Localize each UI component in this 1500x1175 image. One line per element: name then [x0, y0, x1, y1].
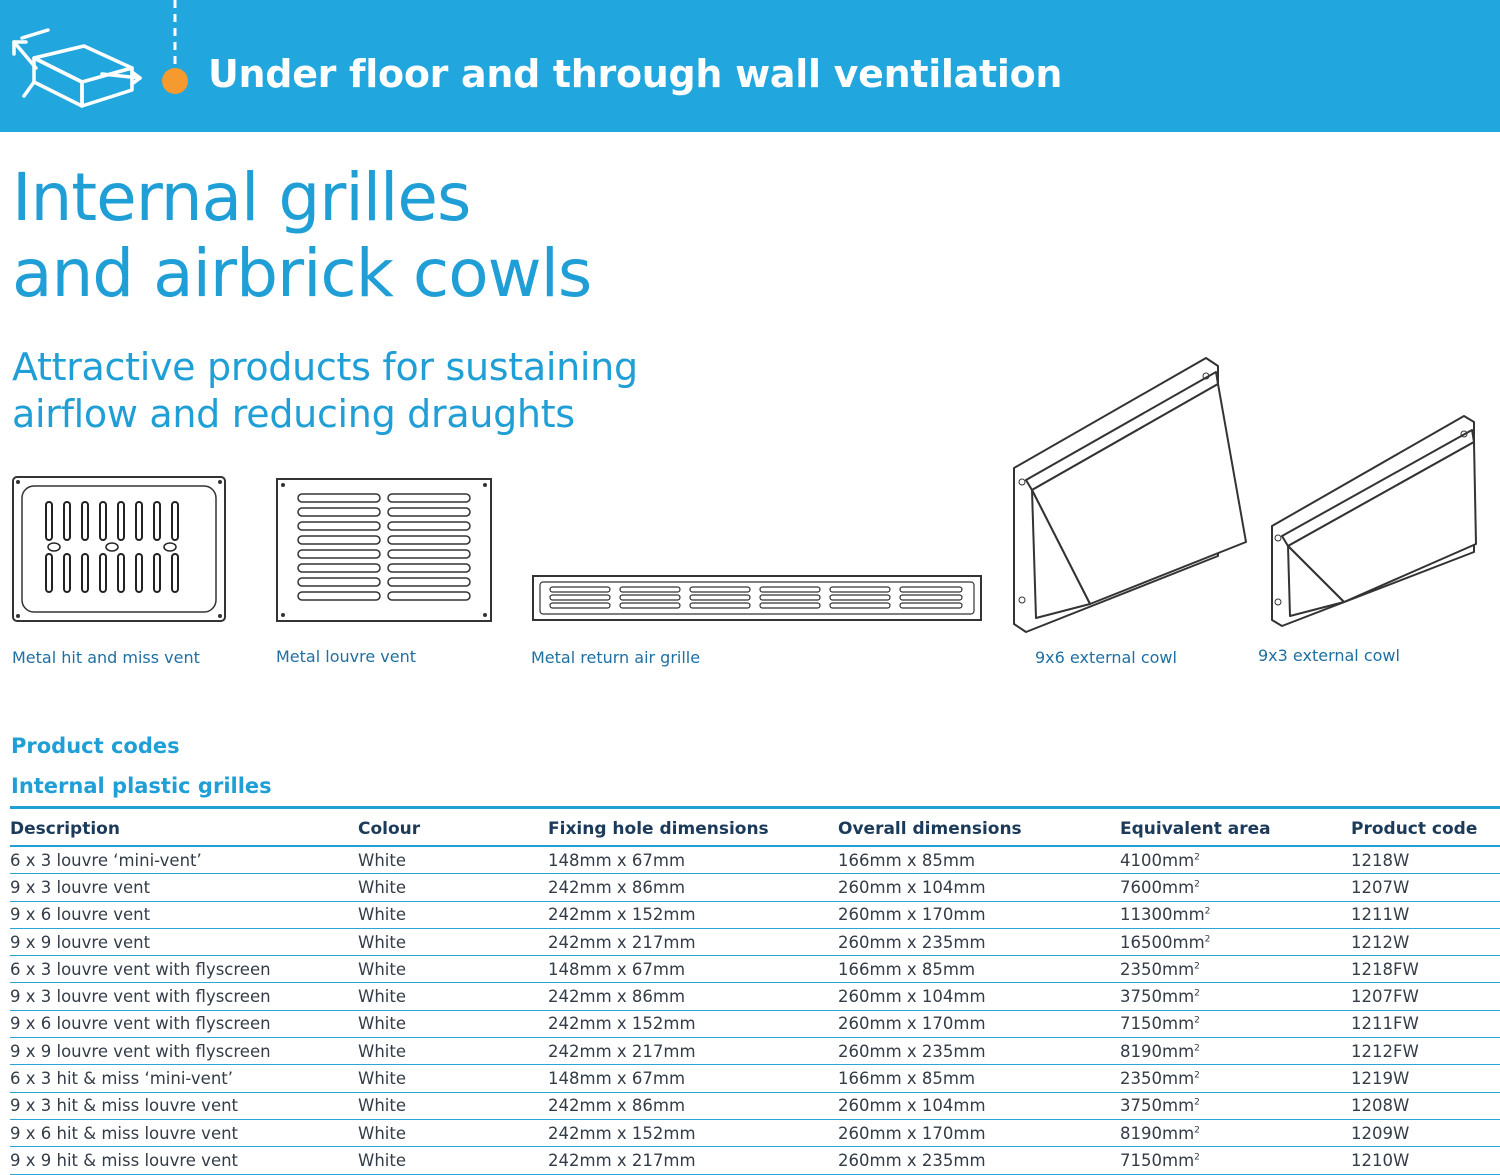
table-row — [10, 1119, 1500, 1146]
area-value: 11300 — [1120, 905, 1173, 925]
header-equivalent-area: Equivalent area — [1120, 808, 1351, 847]
cell-fixing: 148mm x 67mm — [548, 956, 838, 983]
airbrick-box-icon — [12, 28, 142, 110]
cell-area — [1120, 956, 1351, 983]
table-row — [10, 928, 1500, 955]
cell-description: 9 x 6 louvre vent — [10, 901, 358, 928]
table-row — [10, 983, 1500, 1010]
area-unit: mm — [1162, 877, 1195, 897]
cell-description: 9 x 3 hit & miss louvre vent — [10, 1092, 358, 1119]
cell-fixing: 242mm x 217mm — [548, 1147, 838, 1174]
table-row — [10, 901, 1500, 928]
cell-overall: 166mm x 85mm — [838, 846, 1120, 874]
area-superscript: 2 — [1204, 934, 1211, 945]
cell-fixing: 242mm x 86mm — [548, 983, 838, 1010]
table-row — [10, 1147, 1500, 1174]
area-value: 8190 — [1120, 1123, 1162, 1143]
table-row — [10, 846, 1500, 874]
area-unit: mm — [1162, 1069, 1195, 1089]
area-value: 16500 — [1120, 932, 1173, 952]
cell-description: 6 x 3 louvre ‘mini-vent’ — [10, 846, 358, 874]
caption-louvre-vent: Metal louvre vent — [276, 647, 416, 666]
cell-area — [1120, 1065, 1351, 1092]
table-header-row — [10, 808, 1500, 847]
area-value: 4100 — [1120, 850, 1162, 870]
cell-code: 1212W — [1351, 928, 1500, 955]
page-title — [12, 160, 591, 312]
cell-overall: 260mm x 170mm — [838, 901, 1120, 928]
table-row — [10, 1092, 1500, 1119]
cell-colour: White — [358, 1065, 548, 1092]
cell-area — [1120, 1038, 1351, 1065]
banner-title: Under floor and through wall ventilation — [208, 52, 1063, 96]
cell-fixing: 242mm x 217mm — [548, 928, 838, 955]
area-superscript: 2 — [1194, 879, 1200, 890]
area-value: 3750 — [1120, 1096, 1162, 1116]
area-unit: mm — [1162, 987, 1195, 1007]
area-superscript: 2 — [1194, 1015, 1200, 1026]
return-air-grille-icon — [532, 575, 982, 621]
area-value: 7150 — [1120, 1014, 1162, 1034]
area-superscript: 2 — [1204, 906, 1211, 917]
cell-overall: 260mm x 235mm — [838, 928, 1120, 955]
cell-area — [1120, 846, 1351, 874]
cell-description: 9 x 6 hit & miss louvre vent — [10, 1119, 358, 1146]
cell-description: 9 x 3 louvre vent — [10, 874, 358, 901]
caption-hit-and-miss-vent: Metal hit and miss vent — [12, 648, 200, 667]
cell-description: 9 x 6 louvre vent with flyscreen — [10, 1010, 358, 1037]
external-cowl-small-icon — [1268, 414, 1478, 630]
header-fixing-hole-dimensions: Fixing hole dimensions — [548, 808, 838, 847]
area-superscript: 2 — [1194, 1097, 1200, 1108]
cell-description: 6 x 3 hit & miss ‘mini-vent’ — [10, 1065, 358, 1092]
cell-fixing: 242mm x 217mm — [548, 1038, 838, 1065]
header-banner — [0, 0, 1500, 132]
area-unit: mm — [1162, 1123, 1195, 1143]
cell-colour: White — [358, 846, 548, 874]
table-row — [10, 956, 1500, 983]
cell-colour: White — [358, 901, 548, 928]
cell-code: 1211W — [1351, 901, 1500, 928]
cell-code: 1211FW — [1351, 1010, 1500, 1037]
cell-description: 9 x 9 hit & miss louvre vent — [10, 1147, 358, 1174]
cell-description: 6 x 3 louvre vent with flyscreen — [10, 956, 358, 983]
cell-description: 9 x 9 louvre vent with flyscreen — [10, 1038, 358, 1065]
area-unit: mm — [1172, 932, 1205, 952]
area-value: 3750 — [1120, 987, 1162, 1007]
louvre-vent-icon — [276, 478, 492, 622]
area-unit: mm — [1162, 1041, 1195, 1061]
caption-9x6-external-cowl: 9x6 external cowl — [1035, 648, 1177, 667]
cell-fixing: 242mm x 152mm — [548, 901, 838, 928]
area-unit: mm — [1162, 1150, 1195, 1170]
cell-colour: White — [358, 1092, 548, 1119]
area-superscript: 2 — [1194, 852, 1200, 863]
dashed-divider — [173, 0, 177, 68]
cell-overall: 260mm x 170mm — [838, 1119, 1120, 1146]
cell-code: 1208W — [1351, 1092, 1500, 1119]
product-codes-table — [10, 806, 1500, 1175]
hit-and-miss-vent-icon — [12, 476, 226, 622]
cell-fixing: 242mm x 152mm — [548, 1010, 838, 1037]
area-unit: mm — [1162, 1014, 1195, 1034]
product-codes-heading: Product codes — [11, 734, 180, 758]
cell-fixing: 242mm x 152mm — [548, 1119, 838, 1146]
cell-overall: 260mm x 104mm — [838, 983, 1120, 1010]
cell-code: 1218W — [1351, 846, 1500, 874]
cell-code: 1212FW — [1351, 1038, 1500, 1065]
cell-area — [1120, 1147, 1351, 1174]
cell-area — [1120, 1010, 1351, 1037]
cell-colour: White — [358, 1119, 548, 1146]
area-unit: mm — [1162, 959, 1195, 979]
cell-area — [1120, 874, 1351, 901]
cell-area — [1120, 901, 1351, 928]
cell-fixing: 242mm x 86mm — [548, 1092, 838, 1119]
table-row — [10, 874, 1500, 901]
cell-overall: 260mm x 170mm — [838, 1010, 1120, 1037]
cell-colour: White — [358, 1147, 548, 1174]
header-colour: Colour — [358, 808, 548, 847]
cell-overall: 166mm x 85mm — [838, 1065, 1120, 1092]
internal-plastic-grilles-heading: Internal plastic grilles — [11, 774, 272, 798]
cell-code: 1210W — [1351, 1147, 1500, 1174]
area-unit: mm — [1162, 850, 1195, 870]
table-row — [10, 1010, 1500, 1037]
orange-dot — [162, 68, 188, 94]
area-superscript: 2 — [1194, 1043, 1200, 1054]
area-value: 2350 — [1120, 1069, 1162, 1089]
cell-overall: 260mm x 235mm — [838, 1038, 1120, 1065]
area-unit: mm — [1172, 905, 1205, 925]
cell-code: 1207W — [1351, 874, 1500, 901]
cell-overall: 260mm x 104mm — [838, 874, 1120, 901]
cell-area — [1120, 1092, 1351, 1119]
area-superscript: 2 — [1194, 1152, 1200, 1163]
area-value: 8190 — [1120, 1041, 1162, 1061]
header-description: Description — [10, 808, 358, 847]
page-subtitle-line-1: Attractive products for sustaining — [12, 345, 638, 389]
page-title-line-1: Internal grilles — [12, 159, 471, 236]
area-superscript: 2 — [1194, 961, 1200, 972]
cell-overall: 260mm x 104mm — [838, 1092, 1120, 1119]
area-superscript: 2 — [1194, 1125, 1200, 1136]
table-row — [10, 1065, 1500, 1092]
area-value: 7150 — [1120, 1150, 1162, 1170]
cell-colour: White — [358, 983, 548, 1010]
cell-colour: White — [358, 928, 548, 955]
cell-overall: 166mm x 85mm — [838, 956, 1120, 983]
area-unit: mm — [1162, 1096, 1195, 1116]
cell-colour: White — [358, 1038, 548, 1065]
external-cowl-large-icon — [1010, 356, 1250, 636]
cell-code: 1209W — [1351, 1119, 1500, 1146]
caption-9x3-external-cowl: 9x3 external cowl — [1258, 646, 1400, 665]
caption-return-air-grille: Metal return air grille — [531, 648, 701, 667]
cell-colour: White — [358, 874, 548, 901]
header-overall-dimensions: Overall dimensions — [838, 808, 1120, 847]
area-value: 2350 — [1120, 959, 1162, 979]
cell-colour: White — [358, 1010, 548, 1037]
area-value: 7600 — [1120, 877, 1162, 897]
cell-overall: 260mm x 235mm — [838, 1147, 1120, 1174]
header-product-code: Product code — [1351, 808, 1500, 847]
cell-fixing: 148mm x 67mm — [548, 846, 838, 874]
area-superscript: 2 — [1194, 988, 1200, 999]
cell-fixing: 148mm x 67mm — [548, 1065, 838, 1092]
cell-fixing: 242mm x 86mm — [548, 874, 838, 901]
cell-description: 9 x 3 louvre vent with flyscreen — [10, 983, 358, 1010]
cell-description: 9 x 9 louvre vent — [10, 928, 358, 955]
cell-code: 1207FW — [1351, 983, 1500, 1010]
cell-area — [1120, 928, 1351, 955]
table-row — [10, 1038, 1500, 1065]
cell-area — [1120, 1119, 1351, 1146]
page-subtitle — [12, 344, 638, 438]
page-title-line-2: and airbrick cowls — [12, 235, 592, 312]
cell-code: 1218FW — [1351, 956, 1500, 983]
cell-colour: White — [358, 956, 548, 983]
page-subtitle-line-2: airflow and reducing draughts — [12, 392, 575, 436]
cell-area — [1120, 983, 1351, 1010]
cell-code: 1219W — [1351, 1065, 1500, 1092]
area-superscript: 2 — [1194, 1070, 1200, 1081]
